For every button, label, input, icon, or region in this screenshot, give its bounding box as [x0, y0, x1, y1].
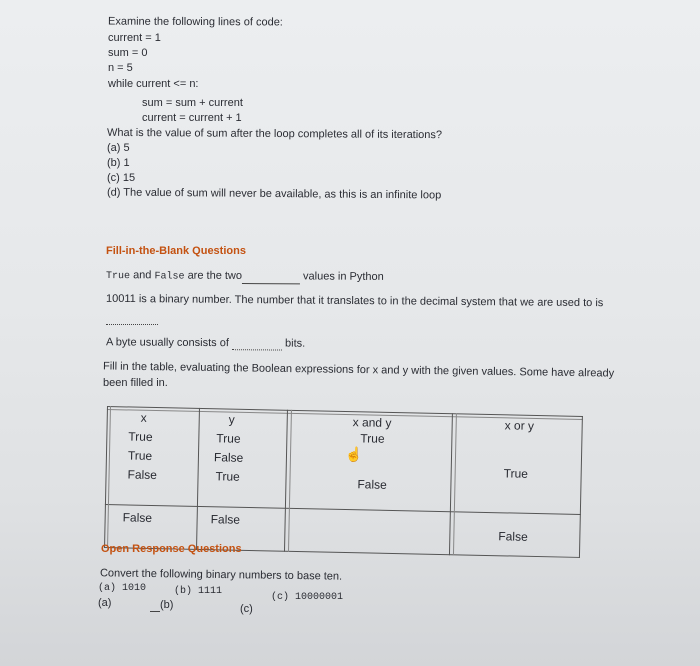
or-row-3[interactable]: True: [503, 466, 529, 481]
q1-text: are the two: [187, 269, 243, 282]
boolean-table: [104, 406, 583, 558]
y-row-4[interactable]: False: [210, 512, 241, 527]
q1-blank: [242, 283, 300, 284]
x-row-1[interactable]: True: [128, 429, 153, 444]
code-line-2: sum = 0: [108, 47, 148, 59]
open-heading: Open Response Questions: [101, 543, 242, 555]
header-y: y: [228, 412, 235, 427]
code-line-3: n = 5: [108, 62, 133, 74]
and-row-1[interactable]: True: [360, 431, 385, 446]
and-row-3[interactable]: False: [357, 477, 387, 492]
header-x: x: [140, 410, 147, 425]
fill-q4-line1: Fill in the table, evaluating the Boolean expressions for x and y with the given values. Some have already: [102, 360, 615, 380]
fill-q1: [106, 269, 384, 285]
header-or: x or y: [504, 418, 535, 433]
mcq-question: What is the value of sum after the loop completes all of its iterations?: [106, 126, 443, 142]
x-row-3[interactable]: False: [127, 467, 158, 483]
y-row-3[interactable]: True: [215, 469, 240, 484]
table-row-divider: [105, 504, 581, 515]
code-true: True: [105, 271, 131, 283]
fill-q4-line2: been filled in.: [103, 377, 168, 389]
x-row-2[interactable]: True: [127, 448, 153, 463]
y-row-2[interactable]: False: [213, 450, 244, 465]
table-col-line-3: [449, 413, 453, 555]
table-col-line-2: [284, 410, 288, 552]
code-line-6: current = current + 1: [142, 112, 242, 124]
open-item-a: (a) 1010: [98, 583, 147, 594]
answer-b-blank: [150, 611, 160, 612]
option-b: (b) 1: [107, 157, 130, 169]
answer-c[interactable]: (c): [240, 603, 253, 615]
table-col-line-1: [196, 408, 200, 550]
word-and: and: [133, 269, 152, 282]
y-row-1[interactable]: True: [216, 431, 241, 446]
table-col-line-0b: [107, 406, 111, 548]
fill-q3: [106, 336, 305, 350]
q1-end: values in Python: [303, 270, 384, 283]
q3-end: bits.: [284, 337, 306, 350]
x-row-4[interactable]: False: [122, 510, 153, 525]
table-col-line-4: [579, 416, 583, 558]
q3-blank: [232, 349, 282, 350]
answer-a[interactable]: (a): [98, 597, 112, 609]
code-line-5: sum = sum + current: [142, 97, 243, 109]
q2-blank: [106, 324, 158, 325]
fill-q2: 10011 is a binary number. The number that it translates to in the decimal system that we are used to is: [105, 292, 604, 310]
option-a: (a) 5: [107, 142, 130, 154]
q2-blank-line: [106, 312, 158, 325]
fill-heading: Fill-in-the-Blank Questions: [106, 245, 246, 257]
answer-b[interactable]: [150, 599, 173, 612]
code-false: False: [154, 271, 185, 283]
table-col-line-2b: [288, 410, 292, 552]
code-line-1: current = 1: [108, 32, 161, 44]
option-c: (c) 15: [107, 172, 136, 184]
open-item-b: (b) 1111: [174, 586, 223, 597]
open-prompt: Convert the following binary numbers to base ten.: [99, 567, 343, 583]
table-col-line-3b: [453, 413, 457, 555]
answer-b-label: (b): [160, 599, 174, 611]
or-row-4[interactable]: False: [498, 529, 528, 544]
open-item-c: (c) 10000001: [271, 592, 344, 603]
header-and: x and y: [352, 415, 392, 430]
code-line-4: while current <= n:: [108, 78, 199, 90]
option-d: (d) The value of sum will never be available, as this is an infinite loop: [106, 186, 442, 202]
mcq-intro: Examine the following lines of code:: [107, 15, 283, 29]
q3-start: A byte usually consists of: [105, 336, 229, 350]
pointer-cursor-icon: ☝: [345, 446, 363, 462]
